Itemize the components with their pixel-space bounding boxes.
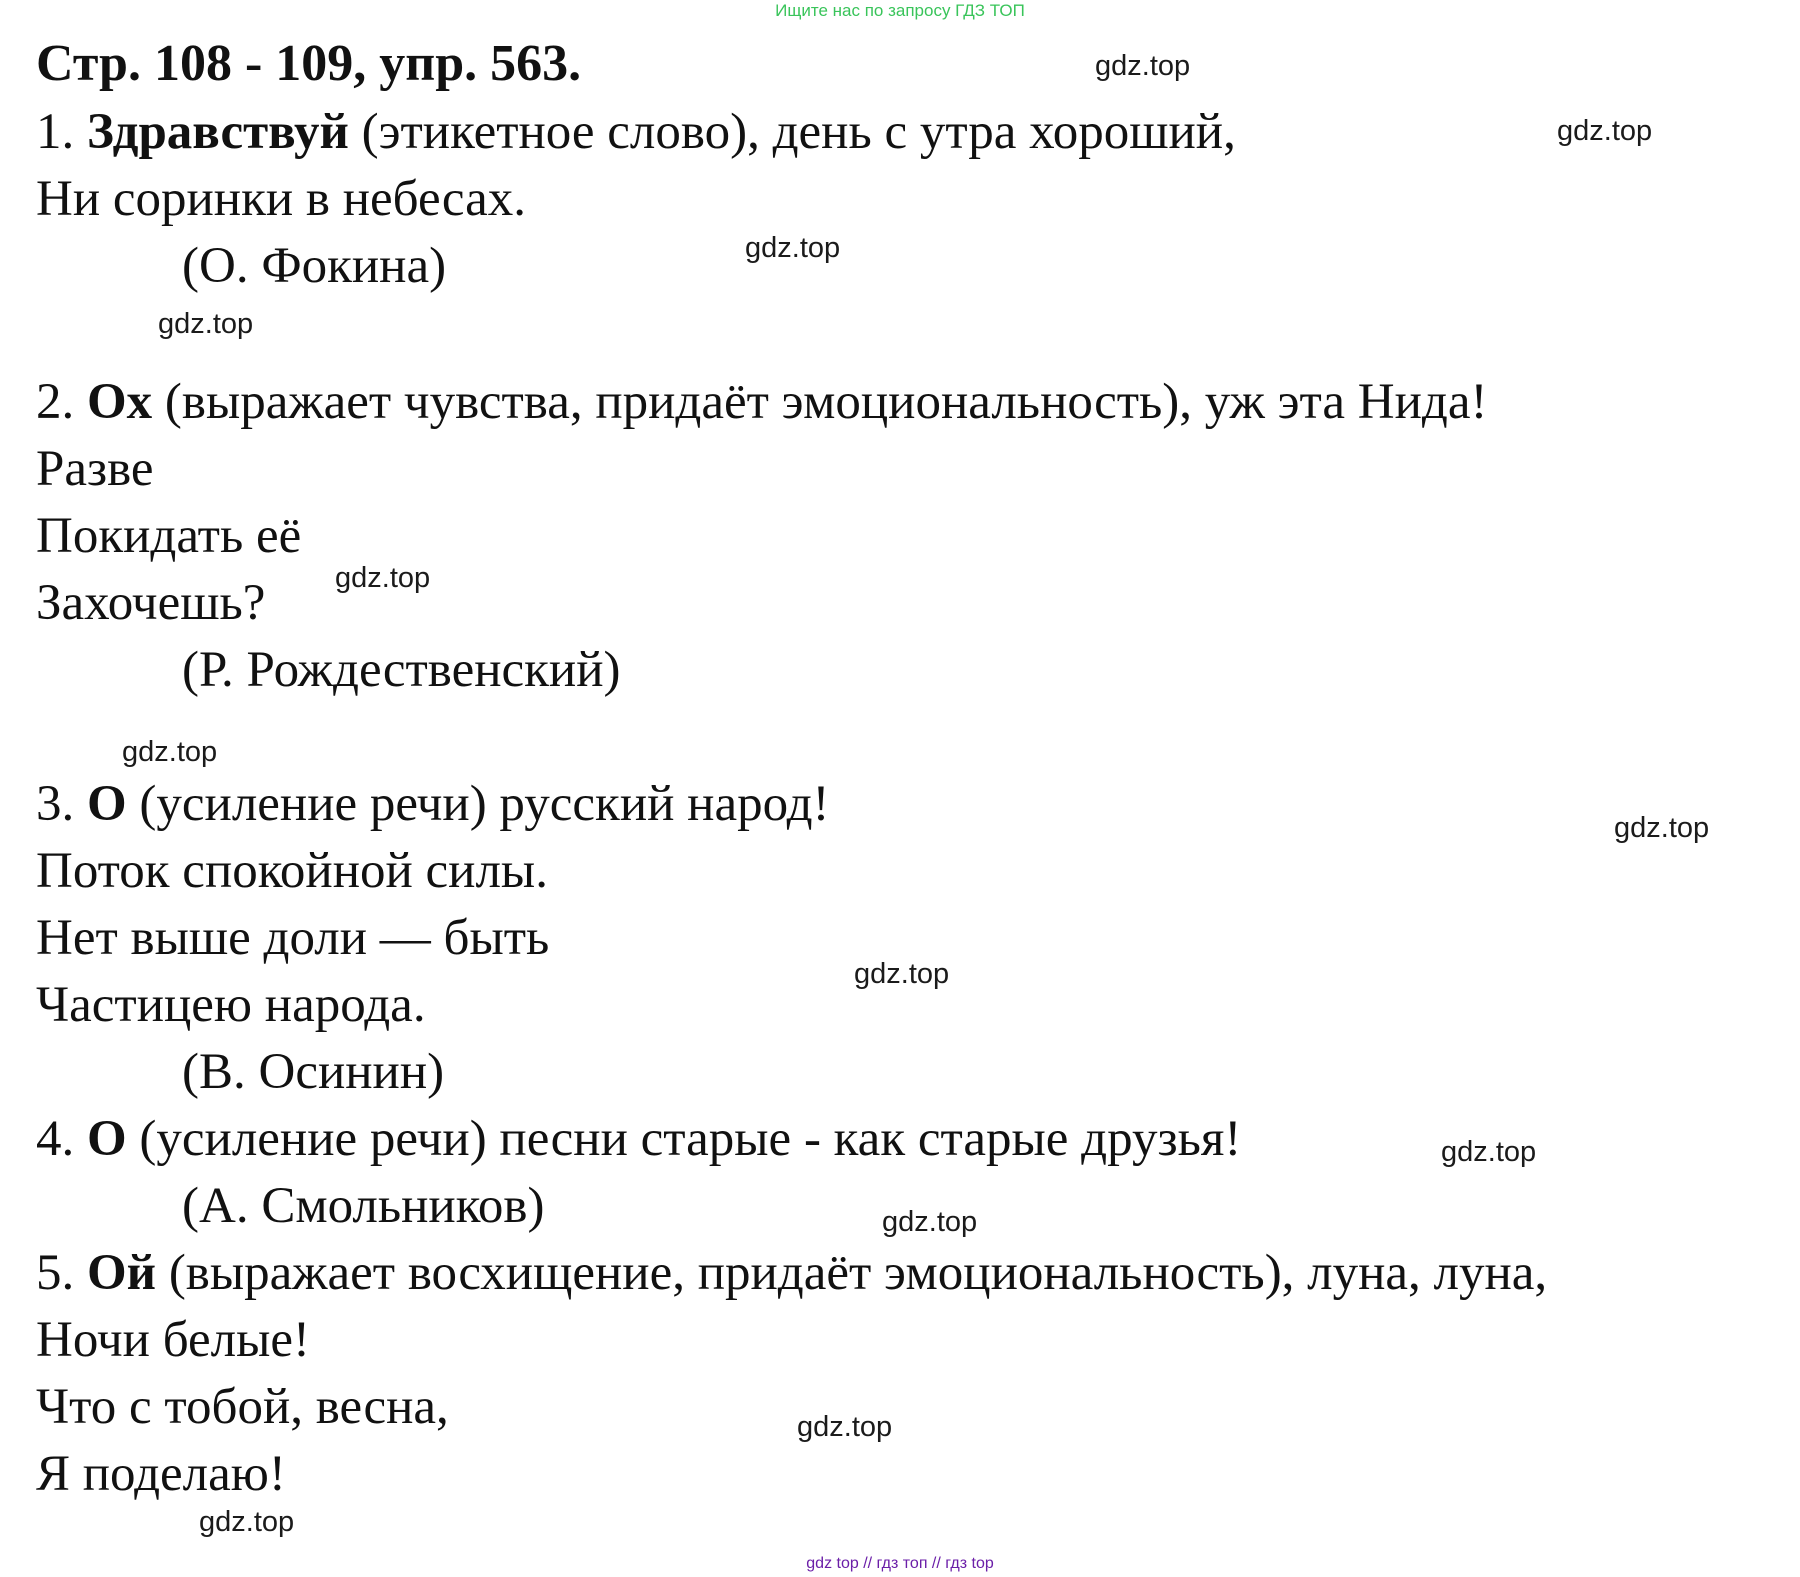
watermark: gdz.top [1095, 50, 1191, 82]
item-3-number: 3. [36, 776, 75, 832]
item-5-number: 5. [36, 1245, 75, 1301]
item-5-line: Я поделаю! [36, 1446, 286, 1502]
item-1-number: 1. [36, 104, 75, 160]
page-title: Стр. 108 - 109, упр. 563. [36, 35, 582, 92]
watermark: gdz.top [1557, 115, 1653, 147]
footer-watermark: gdz top // гдз топ // гдз top [806, 1555, 994, 1572]
item-3-line: Поток спокойной силы. [36, 843, 548, 899]
item-3-rest: (усиление речи) русский народ! [139, 776, 830, 832]
item-3-line: Нет выше доли — быть [36, 910, 550, 966]
item-3-first-line [36, 772, 830, 836]
watermark: gdz.top [158, 308, 254, 340]
watermark: gdz.top [882, 1206, 978, 1238]
watermark: gdz.top [335, 562, 431, 594]
item-2-number: 2. [36, 374, 75, 430]
top-banner: Ищите нас по запросу ГДЗ ТОП [775, 1, 1025, 20]
watermark: gdz.top [1614, 812, 1710, 844]
item-3-line: Частицею народа. [36, 977, 426, 1033]
watermark: gdz.top [1441, 1136, 1537, 1168]
item-4-rest: (усиление речи) песни старые - как старые друзья! [139, 1111, 1242, 1167]
item-5-line: Ночи белые! [36, 1312, 310, 1368]
watermark: gdz.top [745, 232, 841, 264]
item-5-line: Что с тобой, весна, [36, 1379, 449, 1435]
item-2-rest: (выражает чувства, придаёт эмоциональность), уж эта Нида! [164, 374, 1488, 430]
item-4-first-line [36, 1107, 1241, 1171]
watermark: gdz.top [854, 958, 950, 990]
watermark: gdz.top [797, 1411, 893, 1443]
item-2-line: Захочешь? [36, 575, 266, 631]
item-2-first-line [36, 370, 1488, 434]
item-1-word: Здравствуй [87, 104, 349, 160]
item-3-word: О [87, 776, 127, 832]
item-4-word: О [87, 1111, 127, 1167]
item-1-first-line [36, 100, 1236, 164]
item-5-rest: (выражает восхищение, придаёт эмоциональность), луна, луна, [168, 1245, 1548, 1301]
item-4-author: (А. Смольников) [182, 1178, 545, 1234]
item-2-line: Покидать её [36, 508, 302, 564]
item-2-line: Разве [36, 441, 154, 497]
watermark: gdz.top [122, 736, 218, 768]
item-1-author: (О. Фокина) [182, 238, 447, 294]
item-2-author: (Р. Рождественский) [182, 642, 621, 698]
item-2-word: Ох [87, 374, 153, 430]
item-1-line: Ни соринки в небесах. [36, 171, 527, 227]
item-1-rest: (этикетное слово), день с утра хороший, [361, 104, 1236, 160]
item-3-author: (В. Осинин) [182, 1044, 445, 1100]
item-4-number: 4. [36, 1111, 75, 1167]
item-5-first-line [36, 1241, 1547, 1305]
watermark: gdz.top [199, 1506, 295, 1538]
item-5-word: Ой [87, 1245, 157, 1301]
